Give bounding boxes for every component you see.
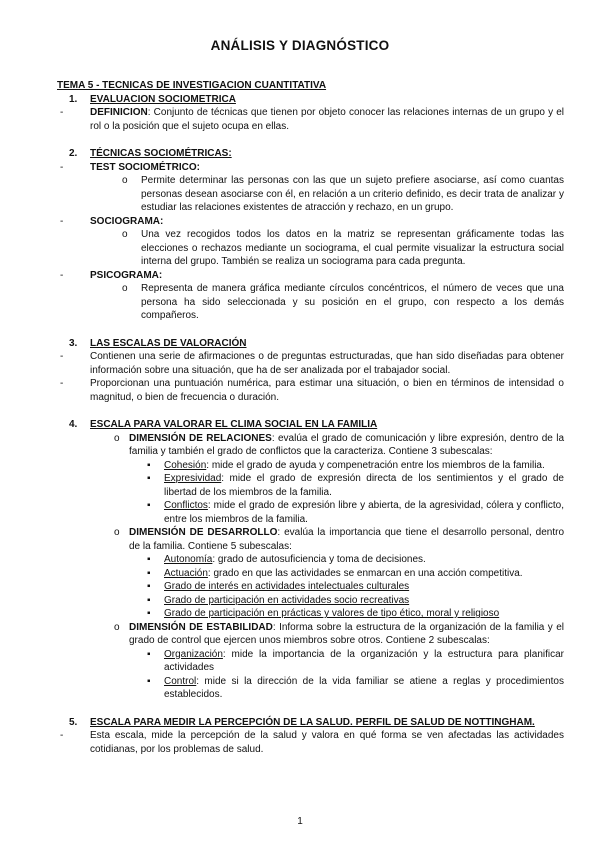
list-item xyxy=(57,350,564,377)
dimension-item xyxy=(57,526,564,553)
subscale-term: Autonomía xyxy=(164,554,213,565)
section-heading-text: ESCALA PARA MEDIR LA PERCEPCIÓN DE LA SALUD. PERFIL DE SALUD DE NOTTINGHAM. xyxy=(90,716,535,728)
section-2 xyxy=(57,147,564,323)
item-label: DEFINICION xyxy=(90,107,148,118)
circle-bullet: o xyxy=(122,175,128,186)
item-label: SOCIOGRAMA: xyxy=(90,215,164,227)
dash-bullet: - xyxy=(60,215,64,227)
sub-item-text: Una vez recogidos todos los datos en la matriz se representan gráficamente todas las elecciones o rechazos mediante un sociograma, el cual permite visualizar la estructura social interna del grupo. También se realiza un sociograma para cada pregunta. xyxy=(141,229,564,267)
section-number: 3. xyxy=(69,337,78,349)
subscale-term: Cohesión xyxy=(164,459,207,471)
subscale-item xyxy=(57,499,564,526)
document-body xyxy=(57,79,564,756)
circle-bullet: o xyxy=(122,229,128,240)
square-bullet: ▪ xyxy=(147,594,151,606)
square-bullet: ▪ xyxy=(147,459,151,471)
dimension-label: DIMENSIÓN DE RELACIONES xyxy=(129,432,272,444)
subscale-text: : mide el grado de expresión libre y abierta, de la agresividad, cólera y conflicto, entre los miembros de la familia. xyxy=(164,500,564,525)
page-number: 1 xyxy=(297,816,303,827)
dash-bullet: - xyxy=(60,730,64,741)
item-text: Contienen una serie de afirmaciones o de preguntas estructuradas, que han sido diseñadas para obtener información sobre una situación, que ha de ser analizada por el trabajador social. xyxy=(90,351,564,376)
subscale-term: Control xyxy=(164,675,197,687)
topic-heading: TEMA 5 - TECNICAS DE INVESTIGACION CUANTITATIVA xyxy=(57,80,327,91)
sub-item xyxy=(57,228,564,269)
item-text: : Conjunto de técnicas que tienen por objeto conocer las relaciones internas de un grupo y el rol o la posición que el sujeto ocupa en ellas. xyxy=(90,107,564,132)
item-label: PSICOGRAMA: xyxy=(90,269,163,281)
square-bullet: ▪ xyxy=(147,608,151,619)
section-1 xyxy=(57,93,564,134)
dash-bullet: - xyxy=(60,107,64,118)
dimension-label: DIMENSIÓN DE DESARROLLO xyxy=(129,527,278,538)
subscale-item xyxy=(57,607,564,621)
subscale-text: : mide la importancia de la organización y la estructura para planificar actividades xyxy=(164,648,564,673)
section-5 xyxy=(57,716,564,757)
dash-bullet: - xyxy=(60,351,64,362)
sub-item xyxy=(57,174,564,215)
subscale-item xyxy=(57,648,564,675)
section-heading xyxy=(57,337,564,351)
section-number: 1. xyxy=(69,93,78,105)
subscale-item xyxy=(57,675,564,702)
list-item xyxy=(57,729,564,756)
subscale-text: : mide si la dirección de la vida familiar se atiene a reglas y procedimientos establecidos. xyxy=(164,675,564,700)
section-heading-text: TÉCNICAS SOCIOMÉTRICAS: xyxy=(90,148,232,159)
list-item xyxy=(57,215,564,229)
dimension-text: : evalúa el grado de comunicación y libre expresión, dentro de la familia y también el grado de conflictos que la caracteriza. Contiene 3 subescalas: xyxy=(129,432,564,457)
list-item xyxy=(57,269,564,283)
square-bullet: ▪ xyxy=(147,567,151,579)
circle-bullet: o xyxy=(122,283,128,294)
square-bullet: ▪ xyxy=(147,648,151,660)
sub-item-text: Permite determinar las personas con las que un sujeto prefiere asociarse, así como cuantas personas desean asociarse con él, en relación a un criterio definido, es decir trata de analizar y estudiar las relaciones existentes de atracción y rechazo, en un grupo. xyxy=(141,175,564,213)
dimension-text: : evalúa la importancia que tiene el desarrollo personal, dentro de la familia. Contiene 5 subescalas: xyxy=(129,527,565,552)
square-bullet: ▪ xyxy=(147,500,151,511)
subscale-item xyxy=(57,580,564,594)
list-item xyxy=(57,377,564,404)
section-heading-text: LAS ESCALAS DE VALORACIÓN xyxy=(90,337,247,349)
dimension-label: DIMENSIÓN DE ESTABILIDAD xyxy=(129,621,273,633)
dash-bullet: - xyxy=(60,269,64,281)
item-label: TEST SOCIOMÉTRICO: xyxy=(90,161,200,173)
section-number: 4. xyxy=(69,419,78,430)
list-item xyxy=(57,161,564,175)
circle-bullet: o xyxy=(114,432,120,444)
subscale-text: : mide el grado de ayuda y compenetración entre los miembros de la familia. xyxy=(206,459,545,471)
section-heading xyxy=(57,716,564,730)
subscale-term: Grado de participación en actividades socio recreativas xyxy=(164,594,410,606)
document-title: ANÁLISIS Y DIAGNÓSTICO xyxy=(210,38,390,53)
item-text: Esta escala, mide la percepción de la salud y valora en qué forma se ven afectadas las actividades cotidianas, por los problemas de salud. xyxy=(90,730,564,755)
subscale-item xyxy=(57,459,564,473)
subscale-item xyxy=(57,553,564,567)
section-heading-text: EVALUACION SOCIOMETRICA xyxy=(90,93,236,105)
section-heading xyxy=(57,93,564,107)
square-bullet: ▪ xyxy=(147,473,151,484)
subscale-text: : mide el grado de expresión directa de los sentimientos y el grado de libertad de los miembros de la familia. xyxy=(164,473,564,498)
circle-bullet: o xyxy=(114,621,120,633)
circle-bullet: o xyxy=(114,527,120,538)
square-bullet: ▪ xyxy=(147,554,151,565)
subscale-text: : grado de autosuficiencia y toma de decisiones. xyxy=(212,554,426,565)
section-number: 2. xyxy=(69,148,78,159)
subscale-item xyxy=(57,472,564,499)
list-item xyxy=(57,106,564,133)
subscale-item xyxy=(57,567,564,581)
section-heading xyxy=(57,147,564,161)
dash-bullet: - xyxy=(60,378,64,389)
dash-bullet: - xyxy=(60,161,64,173)
square-bullet: ▪ xyxy=(147,581,151,592)
subscale-term: Organización xyxy=(164,648,223,660)
dimension-item xyxy=(57,621,564,648)
dimension-text: : Informa sobre la estructura de la organización de la familia y el grado de control que ejercen unos miembros sobre otros. Contiene 2 subescalas: xyxy=(129,621,564,646)
subscale-term: Conflictos xyxy=(164,500,208,511)
subscale-term: Grado de interés en actividades intelectuales culturales xyxy=(164,581,410,592)
subscale-item xyxy=(57,594,564,608)
square-bullet: ▪ xyxy=(147,675,151,687)
section-heading-text: ESCALA PARA VALORAR EL CLIMA SOCIAL EN LA FAMILIA xyxy=(90,419,378,430)
section-3 xyxy=(57,337,564,405)
subscale-text: : grado en que las actividades se enmarcan en una acción competitiva. xyxy=(207,567,523,579)
subscale-term: Actuación xyxy=(164,567,208,579)
section-heading xyxy=(57,418,564,432)
item-text: Proporcionan una puntuación numérica, para estimar una situación, o bien en términos de intensidad o magnitud, o bien de frecuencia o duración. xyxy=(90,378,564,403)
sub-item-text: Representa de manera gráfica mediante círculos concéntricos, el número de veces que una persona ha sido seleccionada y su posición en el grupo, con respecto a los demás compañeros. xyxy=(141,283,564,321)
subscale-term: Expresividad xyxy=(164,473,222,484)
subscale-term: Grado de participación en prácticas y valores de tipo ético, moral y religioso xyxy=(164,608,500,619)
dimension-item xyxy=(57,432,564,459)
sub-item xyxy=(57,282,564,323)
section-number: 5. xyxy=(69,716,78,728)
section-4 xyxy=(57,418,564,702)
